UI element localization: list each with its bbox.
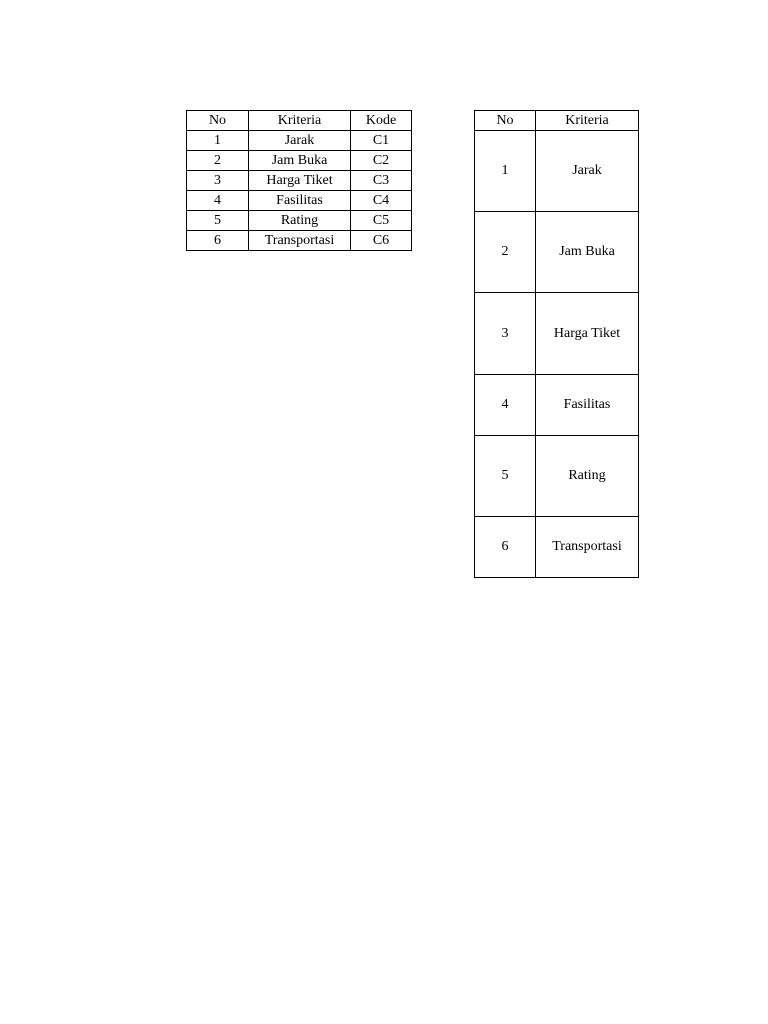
- header-kriteria: Kriteria: [536, 111, 639, 131]
- header-kriteria: Kriteria: [249, 111, 351, 131]
- cell-kriteria: Transportasi: [249, 231, 351, 251]
- cell-kriteria: Rating: [536, 436, 639, 517]
- cell-kode: C2: [351, 151, 412, 171]
- cell-no: 5: [187, 211, 249, 231]
- table-row: [475, 375, 639, 436]
- table-header-row: [187, 111, 412, 131]
- header-kode: Kode: [351, 111, 412, 131]
- cell-kriteria: Jarak: [249, 131, 351, 151]
- cell-kode: C4: [351, 191, 412, 211]
- cell-no: 4: [475, 375, 536, 436]
- cell-kriteria: Harga Tiket: [249, 171, 351, 191]
- cell-kriteria: Jarak: [536, 131, 639, 212]
- cell-kriteria: Harga Tiket: [536, 293, 639, 375]
- cell-no: 3: [475, 293, 536, 375]
- table-row: [187, 191, 412, 211]
- cell-kode: C5: [351, 211, 412, 231]
- table-row: [187, 171, 412, 191]
- table-row: [187, 131, 412, 151]
- cell-no: 4: [187, 191, 249, 211]
- cell-kriteria: Jam Buka: [249, 151, 351, 171]
- table-row: [475, 131, 639, 212]
- table-row: [475, 293, 639, 375]
- cell-kode: C3: [351, 171, 412, 191]
- cell-no: 3: [187, 171, 249, 191]
- cell-no: 2: [475, 212, 536, 293]
- criteria-code-table: [186, 110, 412, 251]
- criteria-table: [474, 110, 639, 578]
- cell-kriteria: Fasilitas: [249, 191, 351, 211]
- cell-kriteria: Rating: [249, 211, 351, 231]
- cell-kode: C1: [351, 131, 412, 151]
- table-row: [475, 436, 639, 517]
- cell-kriteria: Jam Buka: [536, 212, 639, 293]
- cell-no: 6: [475, 517, 536, 578]
- cell-no: 5: [475, 436, 536, 517]
- table-header-row: [475, 111, 639, 131]
- cell-kriteria: Transportasi: [536, 517, 639, 578]
- cell-no: 1: [475, 131, 536, 212]
- table-row: [475, 517, 639, 578]
- cell-no: 2: [187, 151, 249, 171]
- cell-no: 6: [187, 231, 249, 251]
- header-no: No: [475, 111, 536, 131]
- table-row: [187, 151, 412, 171]
- header-no: No: [187, 111, 249, 131]
- table-row: [187, 231, 412, 251]
- cell-kriteria: Fasilitas: [536, 375, 639, 436]
- cell-kode: C6: [351, 231, 412, 251]
- cell-no: 1: [187, 131, 249, 151]
- table-row: [475, 212, 639, 293]
- table-row: [187, 211, 412, 231]
